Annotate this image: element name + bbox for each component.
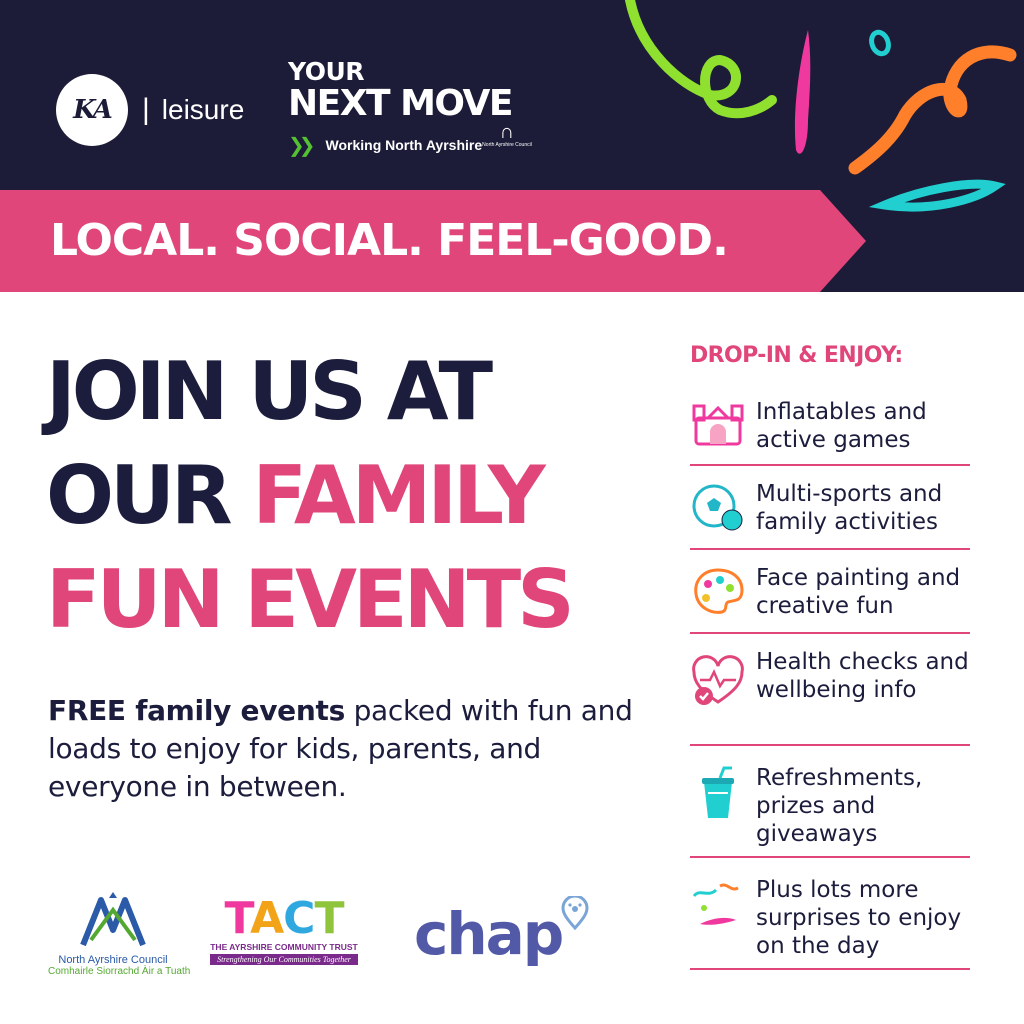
ynm-subline [288,133,512,157]
list-item [690,550,970,634]
paint-palette-icon [690,564,746,620]
item-text: Face painting and creative fun [756,565,961,619]
chap-logo [414,900,562,968]
tagline-text: LOCAL. SOCIAL. FEEL-GOOD. [50,215,728,266]
item-text: Multi-sports and family activities [756,481,943,535]
headline-line3: FUN EVENTS [46,553,571,646]
nac-name: North Ayrshire Council [58,954,168,966]
intro-paragraph [48,692,648,806]
chap-word: chap [414,900,563,968]
bouncy-castle-icon [690,396,746,452]
ka-logo-separator: | [142,93,150,126]
ka-logo-word: leisure [161,94,245,125]
main-headline [46,340,666,652]
item-text: Inflatables and active games [756,399,927,453]
headline-line2-a: OUR [46,449,253,542]
intro-rest: packed with fun and loads to enjoy for kids, parents, and everyone in between. [48,694,633,803]
dropin-list [690,388,970,970]
headline-line2 [46,444,666,548]
tact-tagline: Strengthening Our Communities Together [210,954,358,965]
list-item [690,634,970,746]
tact-logo [210,893,358,965]
nac-mini-mark-icon: ∩ [499,121,515,143]
headline-line1: JOIN US AT [46,345,490,438]
map-pin-icon [560,896,590,930]
drink-cup-icon [690,766,746,822]
list-item [690,466,970,550]
item-text: Plus lots more surprises to enjoy on the day [756,877,962,959]
north-ayrshire-council-logo [48,890,191,977]
ka-logo-mark: KA [56,74,128,146]
confetti-icon [690,878,746,934]
intro-bold: FREE family events [48,694,345,727]
tact-word: TACT [224,893,344,944]
list-item [690,746,970,858]
list-item [690,388,970,466]
ka-leisure-logo [56,74,244,146]
sports-ball-icon [690,480,746,536]
your-next-move-logo [288,57,532,157]
nac-mini-logo [482,122,532,148]
headline-line2-b: FAMILY [252,449,542,542]
nac-mini-text: North Ayrshire Council [482,142,532,148]
nac-gaelic: Comhairle Siorrachd Àir a Tuath [48,966,191,977]
tact-trust: THE AYRSHIRE COMMUNITY TRUST [210,942,358,952]
partner-logos [48,890,648,990]
list-item [690,858,970,970]
dropin-title: DROP-IN & ENJOY: [690,343,903,368]
item-text: Health checks and wellbeing info [756,649,969,703]
double-chevron-icon: ❯❯ [288,133,310,157]
ynm-line1: YOUR [288,57,365,86]
ynm-sub-text: Working North Ayrshire [325,137,483,153]
heart-check-icon [690,654,746,710]
ynm-line2: NEXT MOVE [288,83,512,124]
nac-mark-icon [73,890,153,950]
item-text: Refreshments, prizes and giveaways [756,765,923,847]
